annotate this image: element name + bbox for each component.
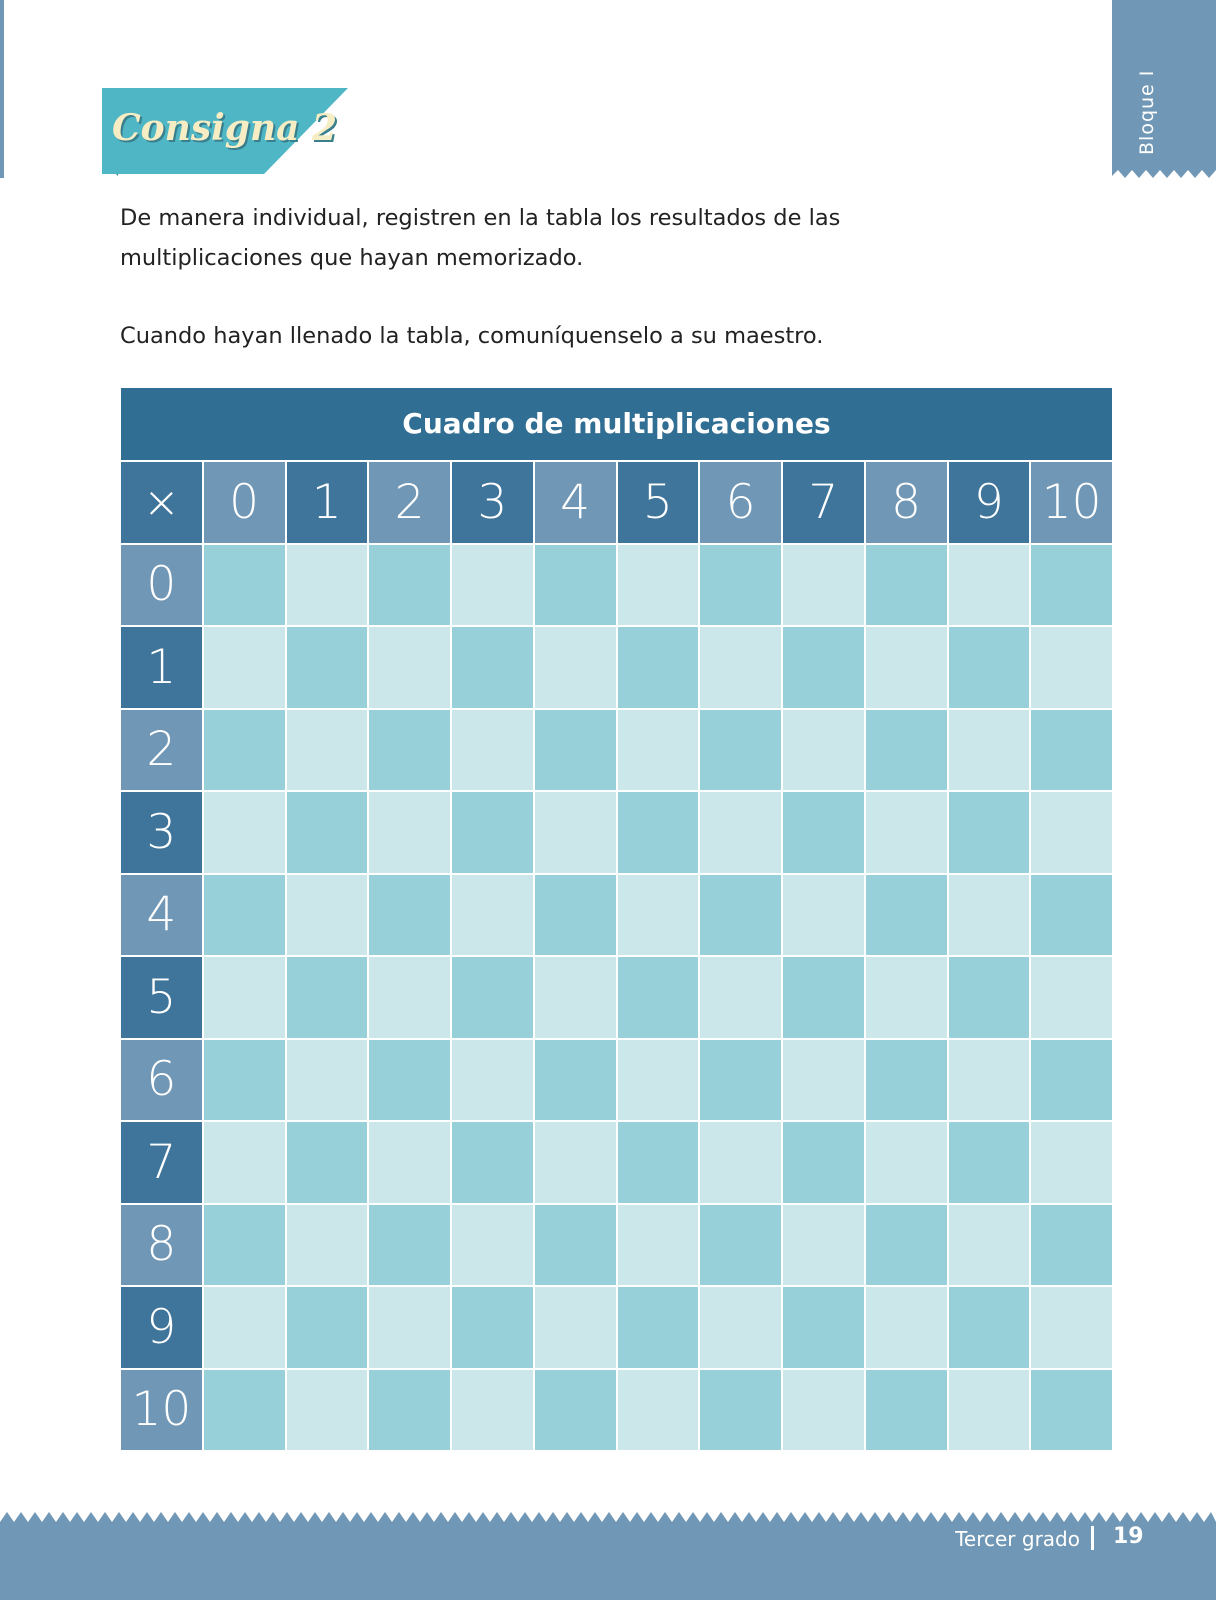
answer-cell[interactable]: [204, 1122, 285, 1203]
answer-cell[interactable]: [1031, 710, 1112, 791]
row-header: 5: [121, 957, 202, 1038]
answer-cell[interactable]: [369, 1205, 450, 1286]
answer-cell[interactable]: [783, 1040, 864, 1121]
column-header: 6: [700, 462, 781, 543]
answer-cell[interactable]: [452, 1040, 533, 1121]
column-header: 9: [949, 462, 1030, 543]
answer-cell[interactable]: [452, 710, 533, 791]
answer-cell[interactable]: [866, 545, 947, 626]
answer-cell[interactable]: [783, 1287, 864, 1368]
answer-cell[interactable]: [700, 710, 781, 791]
answer-cell[interactable]: [535, 792, 616, 873]
answer-cell[interactable]: [783, 1122, 864, 1203]
answer-cell[interactable]: [287, 957, 368, 1038]
answer-cell[interactable]: [452, 1370, 533, 1451]
answer-cell[interactable]: [204, 545, 285, 626]
answer-cell[interactable]: [783, 545, 864, 626]
row-header: 7: [121, 1122, 202, 1203]
answer-cell[interactable]: [949, 1122, 1030, 1203]
answer-cell[interactable]: [452, 1287, 533, 1368]
answer-cell[interactable]: [287, 1040, 368, 1121]
answer-cell[interactable]: [204, 1287, 285, 1368]
footer-grade: Tercer grado: [955, 1527, 1080, 1551]
answer-cell[interactable]: [949, 545, 1030, 626]
answer-cell[interactable]: [1031, 1287, 1112, 1368]
answer-cell[interactable]: [535, 1205, 616, 1286]
answer-cell[interactable]: [535, 1040, 616, 1121]
answer-cell[interactable]: [783, 710, 864, 791]
answer-cell[interactable]: [1031, 875, 1112, 956]
answer-cell[interactable]: [866, 957, 947, 1038]
answer-cell[interactable]: [618, 710, 699, 791]
answer-cell[interactable]: [700, 1122, 781, 1203]
instruction-paragraph-2: Cuando hayan llenado la tabla, comuníquenselo a su maestro.: [120, 323, 824, 349]
answer-cell[interactable]: [204, 710, 285, 791]
answer-cell[interactable]: [700, 875, 781, 956]
answer-cell[interactable]: [949, 875, 1030, 956]
row-header: 6: [121, 1040, 202, 1121]
multiplication-table: [121, 388, 1112, 1450]
answer-cell[interactable]: [700, 545, 781, 626]
answer-cell[interactable]: [618, 957, 699, 1038]
answer-cell[interactable]: [618, 1287, 699, 1368]
answer-cell[interactable]: [535, 957, 616, 1038]
answer-cell[interactable]: [204, 875, 285, 956]
answer-cell[interactable]: [949, 1287, 1030, 1368]
answer-cell[interactable]: [287, 1370, 368, 1451]
answer-cell[interactable]: [618, 1370, 699, 1451]
answer-cell[interactable]: [452, 792, 533, 873]
answer-cell[interactable]: [866, 1287, 947, 1368]
answer-cell[interactable]: [783, 627, 864, 708]
answer-cell[interactable]: [700, 1287, 781, 1368]
answer-cell[interactable]: [535, 627, 616, 708]
row-header: 3: [121, 792, 202, 873]
answer-cell[interactable]: [369, 545, 450, 626]
answer-cell[interactable]: [535, 1122, 616, 1203]
column-header: 8: [866, 462, 947, 543]
answer-cell[interactable]: [700, 957, 781, 1038]
answer-cell[interactable]: [204, 1370, 285, 1451]
answer-cell[interactable]: [535, 710, 616, 791]
column-header: 4: [535, 462, 616, 543]
side-tab-label: Bloque I: [1136, 69, 1158, 155]
row-header: 10: [121, 1370, 202, 1451]
answer-cell[interactable]: [700, 1205, 781, 1286]
answer-cell[interactable]: [1031, 1122, 1112, 1203]
answer-cell[interactable]: [700, 792, 781, 873]
answer-cell[interactable]: [949, 792, 1030, 873]
answer-cell[interactable]: [618, 1205, 699, 1286]
answer-cell[interactable]: [287, 1205, 368, 1286]
answer-cell[interactable]: [369, 875, 450, 956]
answer-cell[interactable]: [783, 875, 864, 956]
answer-cell[interactable]: [618, 1040, 699, 1121]
footer-band: [0, 1510, 1216, 1600]
column-header: 0: [204, 462, 285, 543]
answer-cell[interactable]: [866, 627, 947, 708]
answer-cell[interactable]: [618, 545, 699, 626]
footer: [0, 1510, 1216, 1600]
answer-cell[interactable]: [949, 1040, 1030, 1121]
answer-cell[interactable]: [369, 1287, 450, 1368]
answer-cell[interactable]: [700, 1040, 781, 1121]
answer-cell[interactable]: [700, 1370, 781, 1451]
row-header: 4: [121, 875, 202, 956]
instruction-paragraph-1: De manera individual, registren en la tabla los resultados de las multiplicaciones que hayan memorizado.: [120, 205, 841, 271]
side-tab-shape: [1112, 0, 1216, 180]
answer-cell[interactable]: [204, 792, 285, 873]
answer-cell[interactable]: [866, 1205, 947, 1286]
answer-cell[interactable]: [783, 1370, 864, 1451]
answer-cell[interactable]: [949, 957, 1030, 1038]
answer-cell[interactable]: [618, 875, 699, 956]
answer-cell[interactable]: [452, 1122, 533, 1203]
answer-cell[interactable]: [369, 1040, 450, 1121]
column-header: 10: [1031, 462, 1112, 543]
answer-cell[interactable]: [287, 627, 368, 708]
answer-cell[interactable]: [783, 957, 864, 1038]
column-header: 3: [452, 462, 533, 543]
answer-cell[interactable]: [949, 1370, 1030, 1451]
row-header: 0: [121, 545, 202, 626]
answer-cell[interactable]: [618, 792, 699, 873]
answer-cell[interactable]: [866, 1122, 947, 1203]
answer-cell[interactable]: [369, 1370, 450, 1451]
answer-cell[interactable]: [866, 1370, 947, 1451]
answer-cell[interactable]: [618, 1122, 699, 1203]
left-edge-rule: [0, 0, 4, 178]
answer-cell[interactable]: [1031, 957, 1112, 1038]
row-header: 2: [121, 710, 202, 791]
table-title: Cuadro de multiplicaciones: [121, 388, 1112, 462]
multiply-symbol: ×: [121, 462, 202, 543]
answer-cell[interactable]: [287, 1122, 368, 1203]
answer-cell[interactable]: [204, 627, 285, 708]
answer-cell[interactable]: [866, 1040, 947, 1121]
answer-cell[interactable]: [204, 1040, 285, 1121]
answer-cell[interactable]: [1031, 1205, 1112, 1286]
answer-cell[interactable]: [783, 1205, 864, 1286]
answer-cell[interactable]: [369, 957, 450, 1038]
answer-cell[interactable]: [866, 710, 947, 791]
answer-cell[interactable]: [287, 1287, 368, 1368]
row-header: 1: [121, 627, 202, 708]
answer-cell[interactable]: [369, 1122, 450, 1203]
column-header: 5: [618, 462, 699, 543]
answer-cell[interactable]: [783, 792, 864, 873]
answer-cell[interactable]: [700, 627, 781, 708]
answer-cell[interactable]: [866, 792, 947, 873]
answer-cell[interactable]: [949, 627, 1030, 708]
row-header: 9: [121, 1287, 202, 1368]
answer-cell[interactable]: [535, 545, 616, 626]
answer-cell[interactable]: [535, 1287, 616, 1368]
answer-cell[interactable]: [287, 875, 368, 956]
footer-separator: [1091, 1526, 1094, 1550]
answer-cell[interactable]: [452, 1205, 533, 1286]
answer-cell[interactable]: [369, 710, 450, 791]
answer-cell[interactable]: [287, 710, 368, 791]
answer-cell[interactable]: [452, 627, 533, 708]
banner-title: Consigna 2: [112, 107, 338, 149]
instructions: [120, 198, 940, 356]
answer-cell[interactable]: [204, 1205, 285, 1286]
page-number: 19: [1113, 1524, 1144, 1549]
answer-cell[interactable]: [204, 957, 285, 1038]
answer-cell[interactable]: [1031, 545, 1112, 626]
answer-cell[interactable]: [452, 957, 533, 1038]
answer-cell[interactable]: [535, 1370, 616, 1451]
answer-cell[interactable]: [949, 710, 1030, 791]
answer-cell[interactable]: [287, 792, 368, 873]
column-header: 1: [287, 462, 368, 543]
answer-cell[interactable]: [287, 545, 368, 626]
answer-cell[interactable]: [369, 792, 450, 873]
answer-cell[interactable]: [866, 875, 947, 956]
answer-cell[interactable]: [452, 875, 533, 956]
answer-cell[interactable]: [1031, 1370, 1112, 1451]
row-header: 8: [121, 1205, 202, 1286]
answer-cell[interactable]: [618, 627, 699, 708]
answer-cell[interactable]: [1031, 1040, 1112, 1121]
answer-cell[interactable]: [1031, 627, 1112, 708]
answer-cell[interactable]: [949, 1205, 1030, 1286]
answer-cell[interactable]: [1031, 792, 1112, 873]
answer-cell[interactable]: [369, 627, 450, 708]
table-grid: [121, 462, 1112, 1450]
answer-cell[interactable]: [535, 875, 616, 956]
column-header: 2: [369, 462, 450, 543]
answer-cell[interactable]: [452, 545, 533, 626]
side-tab: [1112, 0, 1216, 180]
column-header: 7: [783, 462, 864, 543]
